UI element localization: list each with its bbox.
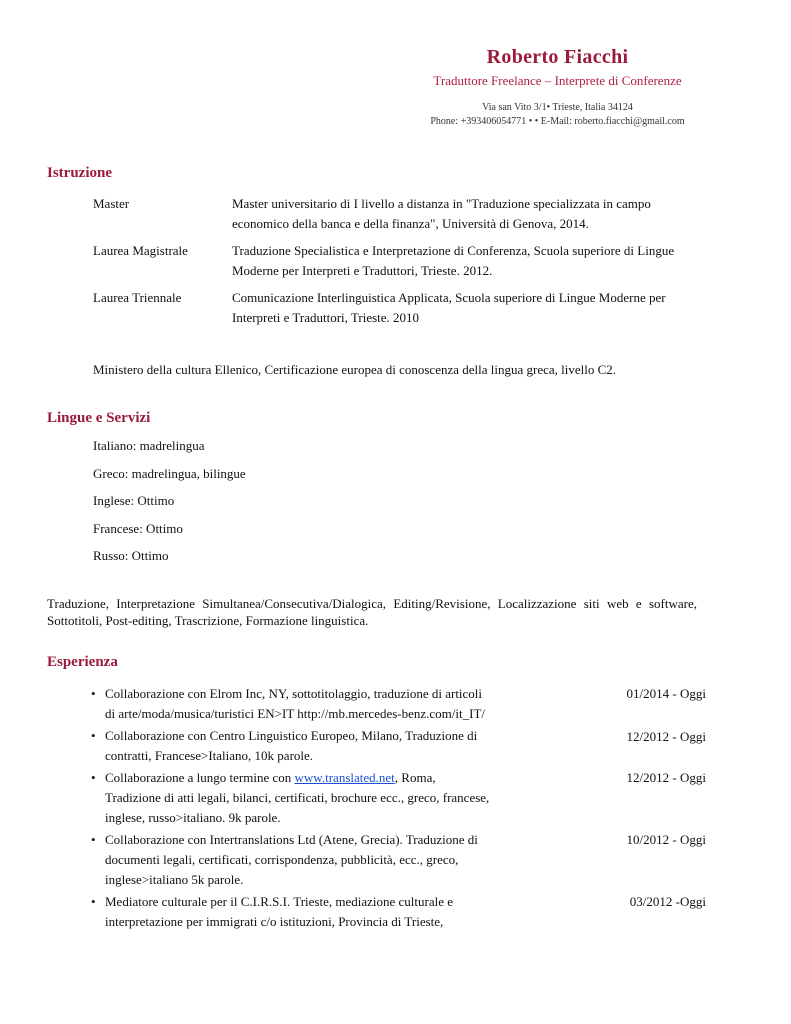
section-title-languages: Lingue e Servizi bbox=[47, 410, 151, 426]
bullet-icon: • bbox=[91, 686, 96, 701]
bullet-icon: • bbox=[91, 728, 96, 743]
address-line: Via san Vito 3/1• Trieste, Italia 34124 bbox=[482, 102, 633, 113]
certification-line: Ministero della cultura Ellenico, Certificazione europea di conoscenza della lingua greca, livello C2. bbox=[93, 362, 617, 377]
cv-header bbox=[360, 46, 755, 129]
experience-date: 10/2012 - Oggi bbox=[626, 832, 706, 847]
education-degree-label: Laurea Magistrale bbox=[93, 243, 188, 258]
education-degree-label: Master bbox=[93, 196, 130, 211]
bullet-icon: • bbox=[91, 770, 96, 785]
education-list bbox=[93, 194, 713, 335]
experience-text: Collaborazione con Intertranslations Ltd (Atene, Grecia). Traduzione di documenti legali, certificati, corrispondenza, pubblicità, ecc., greco, inglese>italiano 5k parole. bbox=[105, 832, 478, 887]
contact-block bbox=[360, 101, 755, 129]
education-description: Comunicazione Interlinguistica Applicata, Scuola superiore di Lingue Moderne per Interpreti e Traduttori, Trieste. 2010 bbox=[232, 290, 666, 325]
phone-email-line: Phone: +393406054771 • • E-Mail: roberto.fiacchi@gmail.com bbox=[430, 116, 685, 127]
experience-text: Collaborazione con Centro Linguistico Europeo, Milano, Traduzione di contratti, Francese>Italiano, 10k parole. bbox=[105, 728, 478, 763]
experience-row bbox=[91, 768, 706, 828]
section-title-experience: Esperienza bbox=[47, 654, 118, 670]
education-row bbox=[93, 288, 713, 328]
person-name: Roberto Fiacchi bbox=[486, 46, 629, 68]
experience-text-before: Collaborazione a lungo termine con bbox=[105, 770, 295, 785]
language-item: Italiano: madrelingua bbox=[93, 438, 205, 453]
experience-text bbox=[105, 768, 491, 828]
experience-date: 12/2012 - Oggi bbox=[626, 770, 706, 785]
job-tagline: Traduttore Freelance – Interprete di Conferenze bbox=[433, 73, 682, 88]
section-title-education: Istruzione bbox=[47, 165, 112, 181]
experience-text: Collaborazione con Elrom Inc, NY, sottotitolaggio, traduzione di articoli di arte/moda/musica/turistici EN>IT http://mb.mercedes-benz.com/it_IT/ bbox=[105, 686, 486, 721]
education-degree-label: Laurea Triennale bbox=[93, 290, 182, 305]
language-item: Greco: madrelingua, bilingue bbox=[93, 465, 246, 481]
experience-description bbox=[91, 768, 491, 828]
translated-net-link[interactable]: www.translated.net bbox=[294, 770, 395, 785]
experience-row bbox=[91, 830, 706, 890]
language-item: Russo: Ottimo bbox=[93, 548, 169, 563]
experience-text: Mediatore culturale per il C.I.R.S.I. Trieste, mediazione culturale e interpretazione per immigrati c/o istituzioni, Provincia di Trieste, bbox=[105, 894, 454, 929]
services-paragraph: Traduzione, Interpretazione Simultanea/Consecutiva/Dialogica, Editing/Revisione, Localizzazione siti web e software, Sottotitoli, Post-editing, Trascrizione, Formazione linguistica. bbox=[47, 596, 697, 628]
experience-row bbox=[91, 684, 706, 724]
experience-list bbox=[91, 684, 706, 934]
experience-date: 03/2012 -Oggi bbox=[629, 894, 706, 909]
experience-row bbox=[91, 892, 706, 932]
education-description: Traduzione Specialistica e Interpretazione di Conferenza, Scuola superiore di Lingue Moderne per Interpreti e Traduttori, Trieste. 2012. bbox=[232, 243, 675, 278]
experience-description bbox=[91, 892, 491, 932]
experience-date: 01/2014 - Oggi bbox=[626, 686, 706, 701]
languages-list bbox=[93, 438, 246, 576]
experience-date: 12/2012 - Oggi bbox=[626, 729, 706, 744]
bullet-icon: • bbox=[91, 832, 96, 847]
education-description: Master universitario di I livello a distanza in "Traduzione specializzata in campo economico della banca e della finanza", Università di Genova, 2014. bbox=[232, 196, 651, 231]
bullet-icon: • bbox=[91, 894, 96, 909]
education-row bbox=[93, 241, 713, 281]
education-row bbox=[93, 194, 713, 234]
experience-description bbox=[91, 684, 491, 724]
experience-text-after: , Roma, Tradizione di atti legali, bilanci, certificati, brochure ecc., greco, francese, inglese, russo>italiano. 9k parole. bbox=[105, 770, 490, 825]
experience-description bbox=[91, 830, 491, 890]
language-item: Francese: Ottimo bbox=[93, 520, 183, 536]
experience-row bbox=[91, 726, 706, 766]
experience-description bbox=[91, 726, 491, 766]
language-item: Inglese: Ottimo bbox=[93, 493, 175, 508]
